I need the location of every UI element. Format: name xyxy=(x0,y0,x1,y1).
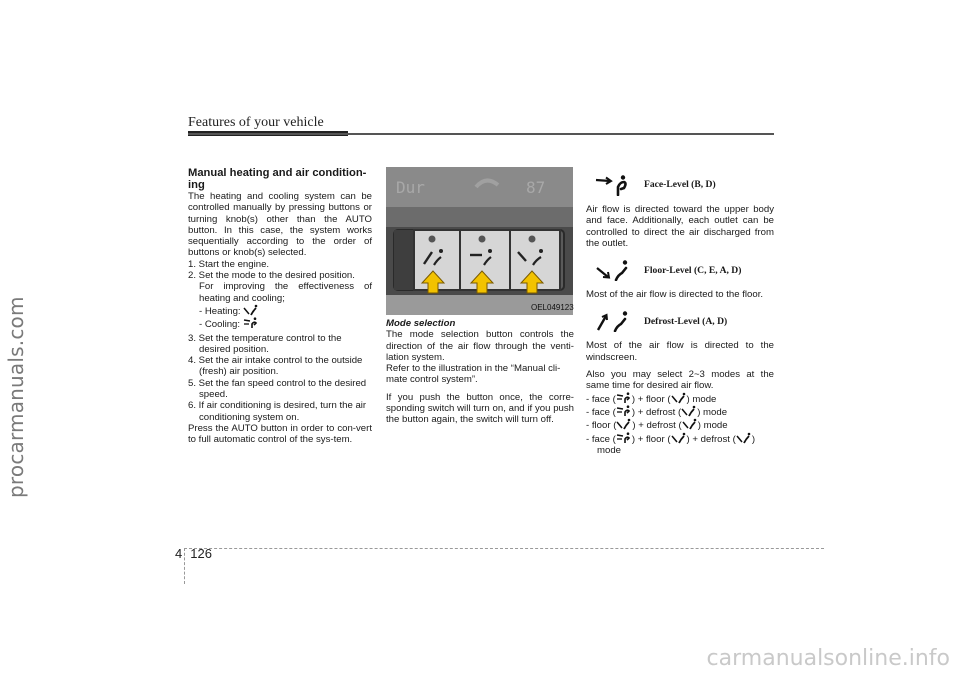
heating-label: - Heating: xyxy=(199,305,241,317)
page-header-title: Features of your vehicle xyxy=(188,115,324,130)
mode-selection-para-1: The mode selection button controls the direction of the air flow through the venti-lation system. xyxy=(386,329,574,363)
combo-floor-defrost xyxy=(586,418,774,431)
left-column xyxy=(188,167,372,446)
combo-text: - face ( xyxy=(586,393,616,405)
step-4: 4. Set the air intake control to the outside (fresh) air position. xyxy=(188,355,363,378)
combo-text: ) xyxy=(751,433,756,445)
defrost-mode-icon xyxy=(736,432,752,444)
face-mode-icon xyxy=(594,174,634,196)
chapter-number: 4 xyxy=(175,546,183,561)
floor-mode-icon xyxy=(243,304,259,316)
face-mode-icon xyxy=(616,392,632,404)
image-code: OEL049123 xyxy=(531,303,574,312)
page-number-value: 126 xyxy=(190,546,212,561)
page-number xyxy=(175,546,220,561)
face-level-label: Face-Level (B, D) xyxy=(644,179,716,191)
combo-mode-wrap: mode xyxy=(597,444,621,456)
combo-face-defrost xyxy=(586,405,774,418)
photo-display-text: Dur xyxy=(396,178,425,197)
defrost-level-heading xyxy=(586,308,774,334)
combo-text: ) mode xyxy=(686,393,717,405)
floor-mode-icon xyxy=(616,418,632,430)
face-level-text: Air flow is directed toward the upper body and face. Additionally, each outlet can be controlled to direct the air discharged from the outlet. xyxy=(586,204,774,249)
defrost-level-label: Defrost-Level (A, D) xyxy=(644,315,728,327)
floor-mode-icon xyxy=(671,392,687,404)
mode-selection-heading: Mode selection xyxy=(386,318,456,329)
combo-text: - face ( xyxy=(586,406,616,418)
step-6: 6. If air conditioning is desired, turn the air conditioning system on. xyxy=(188,400,367,423)
defrost-level-text: Most of the air flow is directed to the windscreen. xyxy=(586,340,774,363)
defrost-mode-icon xyxy=(682,418,698,430)
combo-text: ) + floor ( xyxy=(631,393,671,405)
step-2: 2. Set the mode to the desired position. xyxy=(188,270,355,282)
section-heading-manual: Manual heating and air condition-ing xyxy=(188,167,367,191)
face-mode-icon xyxy=(616,405,632,417)
step-5: 5. Set the fan speed control to the desired speed. xyxy=(188,377,367,401)
side-watermark: procarmanuals.com xyxy=(4,296,28,498)
mode-selection-para-2: Refer to the illustration in the “Manual cli-mate control system”. xyxy=(386,363,561,386)
face-mode-icon xyxy=(616,432,632,444)
mode-buttons-photo xyxy=(386,167,573,315)
multi-mode-intro: Also you may select 2~3 modes at the same time for desired air flow. xyxy=(586,369,774,392)
floor-mode-icon xyxy=(671,432,687,444)
combo-text: ) + defrost ( xyxy=(631,406,682,418)
heating-line xyxy=(188,304,372,317)
photo-display-text-2: 87 xyxy=(526,178,546,197)
right-column xyxy=(586,172,774,456)
floor-level-label: Floor-Level (C, E, A, D) xyxy=(644,264,742,276)
floor-mode-icon xyxy=(594,259,634,281)
cooling-label: - Cooling: xyxy=(199,319,241,331)
face-mode-icon xyxy=(243,317,259,329)
combo-text: - floor ( xyxy=(586,420,617,432)
combo-text: ) + defrost ( xyxy=(632,420,682,432)
combo-text: ) + defrost ( xyxy=(686,433,736,445)
combo-text: ) mode xyxy=(697,406,728,418)
floor-level-heading xyxy=(586,257,774,283)
intro-paragraph: The heating and cooling system can be controlled manually by pressing buttons or turning knob(s) other than the AUTO button. In this case, the system works sequentially according to the order of buttons or knob(s) selected. xyxy=(188,191,372,259)
step-3: 3. Set the temperature control to the desired position. xyxy=(188,332,342,355)
header-rule xyxy=(188,133,774,135)
combo-text: ) + floor ( xyxy=(631,433,671,445)
combo-face-floor xyxy=(586,392,774,405)
floor-level-text: Most of the air flow is directed to the floor. xyxy=(586,289,764,301)
defrost-mode-icon xyxy=(594,310,634,332)
cooling-line xyxy=(188,317,372,330)
step-1: 1. Start the engine. xyxy=(188,258,270,270)
defrost-mode-icon xyxy=(681,405,697,417)
bottom-watermark: carmanualsonline.info xyxy=(706,646,950,671)
closing-paragraph: Press the AUTO button in order to con-vert to full automatic control of the sys-tem. xyxy=(188,422,372,446)
combo-face-floor-defrost xyxy=(586,432,774,445)
combo-text: ) mode xyxy=(697,420,728,432)
middle-column xyxy=(386,318,574,426)
footer-rule xyxy=(184,548,824,549)
combo-text: - face ( xyxy=(586,433,616,445)
mode-selection-para-3: If you push the button once, the corre-sponding switch will turn on, and if you push the button again, the switch will turn off. xyxy=(386,391,574,426)
step-2-note: For improving the effectiveness of heating and cooling; xyxy=(199,281,372,304)
face-level-heading xyxy=(586,172,774,198)
